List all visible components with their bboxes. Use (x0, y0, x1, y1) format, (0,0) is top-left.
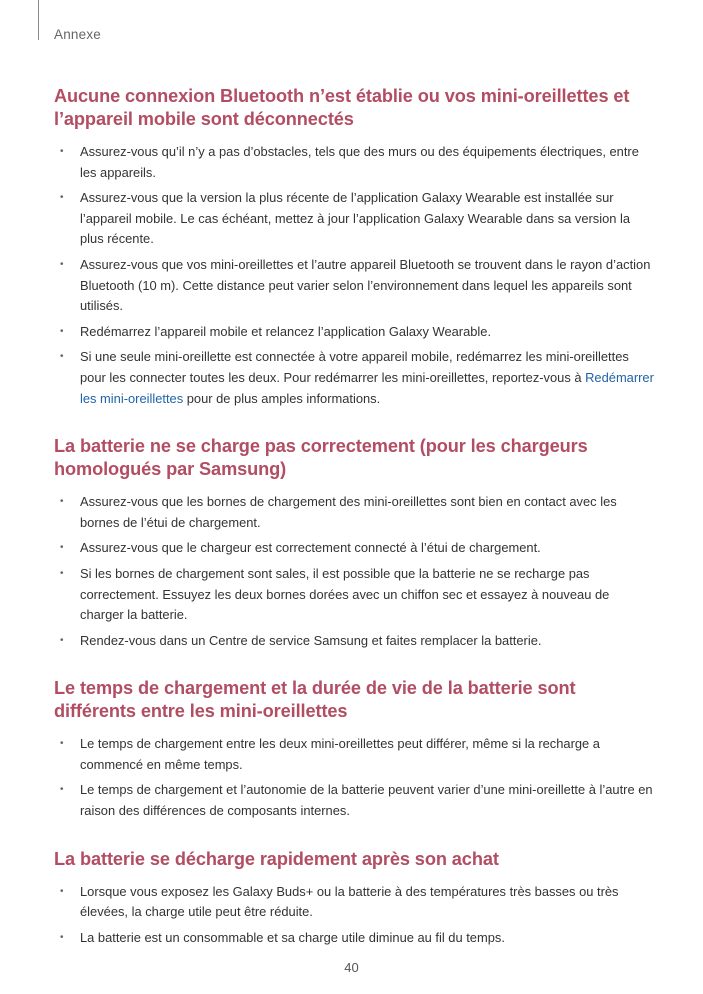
bullet-list (54, 734, 654, 821)
list-item: • Assurez-vous que les bornes de chargement des mini-oreillettes sont bien en contact avec les bornes de l’étui de chargement. (54, 492, 654, 533)
list-item: • La batterie est un consommable et sa charge utile diminue au fil du temps. (54, 928, 654, 949)
section-discharge (54, 848, 654, 949)
list-item: • Redémarrez l’appareil mobile et relancez l’application Galaxy Wearable. (54, 322, 654, 343)
section-title: La batterie ne se charge pas correctement (pour les chargeurs homologués par Samsung) (54, 436, 588, 480)
list-item: • Assurez-vous que vos mini-oreillettes et l’autre appareil Bluetooth se trouvent dans le rayon d’action Bluetooth (10 m). Cette distance peut varier selon l’environnement dans lequel les appareils sont utilisés. (54, 255, 654, 317)
page-edge-line (38, 0, 39, 40)
list-item: • Le temps de chargement et l’autonomie de la batterie peuvent varier d’une mini-oreillette à l’autre en raison des différences de composants internes. (54, 780, 654, 821)
list-item (54, 347, 654, 409)
page-number: 40 (344, 960, 359, 975)
restart-earbuds-link[interactable]: Redémarrer les mini-oreillettes (80, 369, 654, 406)
section-title: Aucune connexion Bluetooth n’est établie ou vos mini-oreillettes et l’appareil mobile sont déconnectés (54, 86, 630, 129)
list-item: • Assurez-vous que la version la plus récente de l’application Galaxy Wearable est installée sur l’appareil mobile. Le cas échéant, mettez à jour l’application Galaxy Wearable dans sa version la plus récente. (54, 188, 654, 250)
section-charging-time (54, 677, 654, 821)
section-title: La batterie se décharge rapidement après son achat (54, 848, 499, 869)
bullet-list (54, 882, 654, 949)
page-header: Annexe (54, 27, 101, 42)
section-charging (54, 435, 654, 651)
document-body (54, 85, 654, 969)
section-title: Le temps de chargement et la durée de vie de la batterie sont différents entre les mini-oreillettes (54, 678, 576, 722)
list-item: • Si les bornes de chargement sont sales, il est possible que la batterie ne se recharge pas correctement. Essuyez les deux bornes dorées avec un chiffon sec et essayez à nouveau de charger la batterie. (54, 564, 654, 626)
section-bluetooth (54, 85, 654, 409)
list-item: • Le temps de chargement entre les deux mini-oreillettes peut différer, même si la recharge a commencé en même temps. (54, 734, 654, 775)
list-item-text: pour de plus amples informations. (183, 390, 381, 406)
bullet-list (54, 142, 654, 409)
bullet-list (54, 492, 654, 651)
list-item: • Assurez-vous que le chargeur est correctement connecté à l’étui de chargement. (54, 538, 654, 559)
list-item: • Rendez-vous dans un Centre de service Samsung et faites remplacer la batterie. (54, 631, 654, 652)
list-item-text: Si une seule mini-oreillette est connectée à votre appareil mobile, redémarrez les mini-oreillettes pour les connecter toutes les deux. Pour redémarrer les mini-oreillettes, reportez-vous à (80, 349, 629, 385)
list-item: • Lorsque vous exposez les Galaxy Buds+ ou la batterie à des températures très basses ou très élevées, la charge utile peut être réduite. (54, 882, 654, 923)
list-item: • Assurez-vous qu’il n’y a pas d’obstacles, tels que des murs ou des équipements électriques, entre les appareils. (54, 142, 654, 183)
